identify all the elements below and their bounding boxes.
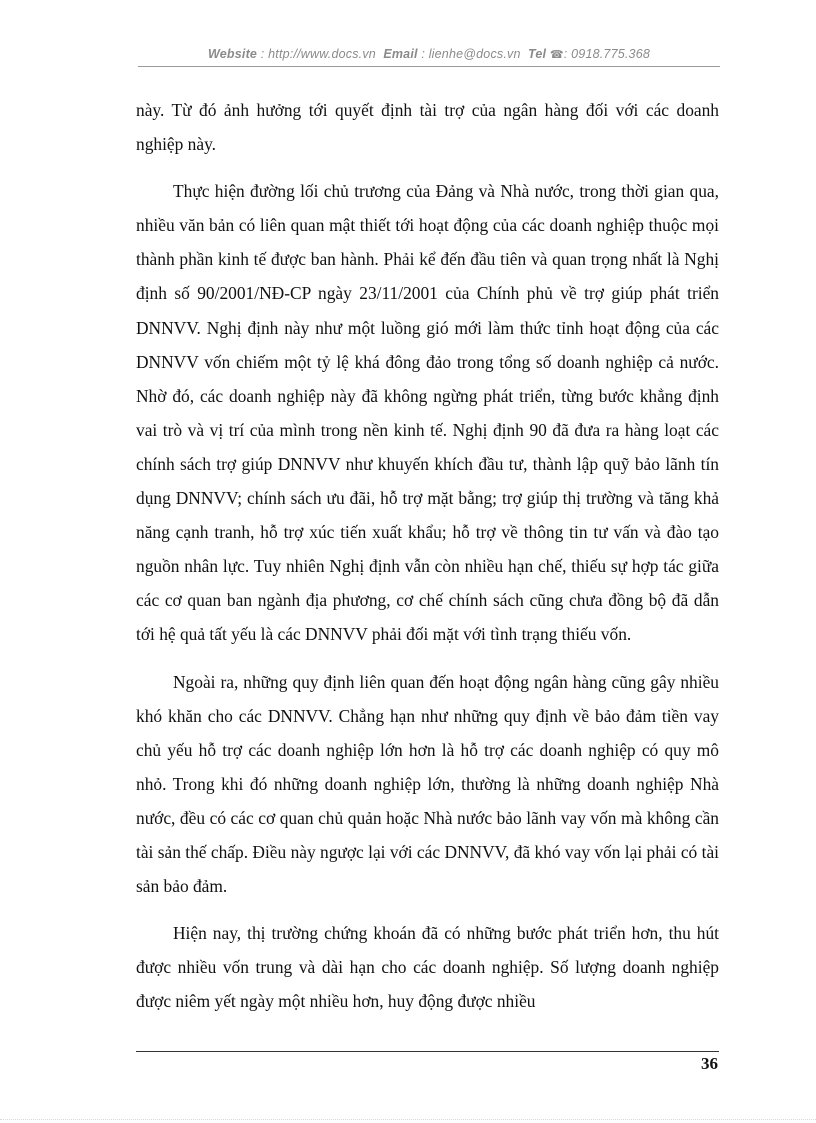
email-label: Email [383,47,418,61]
website-value: : http://www.docs.vn [260,47,376,61]
document-body [136,93,719,1018]
tel-value: : 0918.775.368 [563,47,651,61]
paragraph-decree-90: Thực hiện đường lối chủ trương của Đảng và Nhà nước, trong thời gian qua, nhiều văn bản có liên quan mật thiết tới hoạt động của các doanh nghiệp thuộc mọi thành phần kinh tế được ban hành. Phải kể đến đầu tiên và quan trọng nhất là Nghị định số 90/2001/NĐ-CP ngày 23/11/2001 của Chính phủ về trợ giúp phát triển DNNVV. Nghị định này như một luồng gió mới làm thức tỉnh hoạt động của các DNNVV vốn chiếm một tỷ lệ khá đông đảo trong tổng số doanh nghiệp cả nước. Nhờ đó, các doanh nghiệp này đã không ngừng phát triển, từng bước khẳng định vai trò và vị trí của mình trong nền kinh tế. Nghị định 90 đã đưa ra hàng loạt các chính sách trợ giúp DNNVV như khuyến khích đầu tư, thành lập quỹ bảo lãnh tín dụng DNNVV; chính sách ưu đãi, hỗ trợ mặt bằng; trợ giúp thị trường và tăng khả năng cạnh tranh, hỗ trợ xúc tiến xuất khẩu; hỗ trợ về thông tin tư vấn và đào tạo nguồn nhân lực. Tuy nhiên Nghị định vẫn còn nhiều hạn chế, thiếu sự hợp tác giữa các cơ quan ban ngành địa phương, cơ chế chính sách cũng chưa đồng bộ đã dẫn tới hệ quả tất yếu là các DNNVV phải đối mặt với tình trạng thiếu vốn. [136,181,719,645]
website-label: Website [207,47,258,61]
page-number: 36 [701,1054,718,1073]
footer-divider [136,1051,719,1052]
paragraph-continuation: này. Từ đó ảnh hưởng tới quyết định tài trợ của ngân hàng đối với các doanh nghiệp này. [136,100,719,155]
telephone-icon: ☎ [549,49,564,61]
page-header [138,47,720,61]
tel-label: Tel [528,47,547,61]
email-value: : lienhe@docs.vn [421,47,521,61]
paragraph-stock-market: Hiện nay, thị trường chứng khoán đã có những bước phát triển hơn, thu hút được nhiều vốn trung và dài hạn cho các doanh nghiệp. Số lượng doanh nghiệp được niêm yết ngày một nhiều hơn, huy động được nhiều [136,923,719,1012]
paragraph-bank-regulations: Ngoài ra, những quy định liên quan đến hoạt động ngân hàng cũng gây nhiều khó khăn cho các DNNVV. Chẳng hạn như những quy định về bảo đảm tiền vay chủ yếu hỗ trợ các doanh nghiệp lớn hơn là hỗ trợ các doanh nghiệp có quy mô nhỏ. Trong khi đó những doanh nghiệp lớn, thường là những doanh nghiệp Nhà nước, đều có các cơ quan chủ quản hoặc Nhà nước bảo lãnh vay vốn mà không cần tài sản thế chấp. Điều này ngược lại với các DNNVV, đã khó vay vốn lại phải có tài sản bảo đảm. [136,671,719,897]
page-edge-divider [0,1119,816,1120]
header-divider [138,66,720,67]
